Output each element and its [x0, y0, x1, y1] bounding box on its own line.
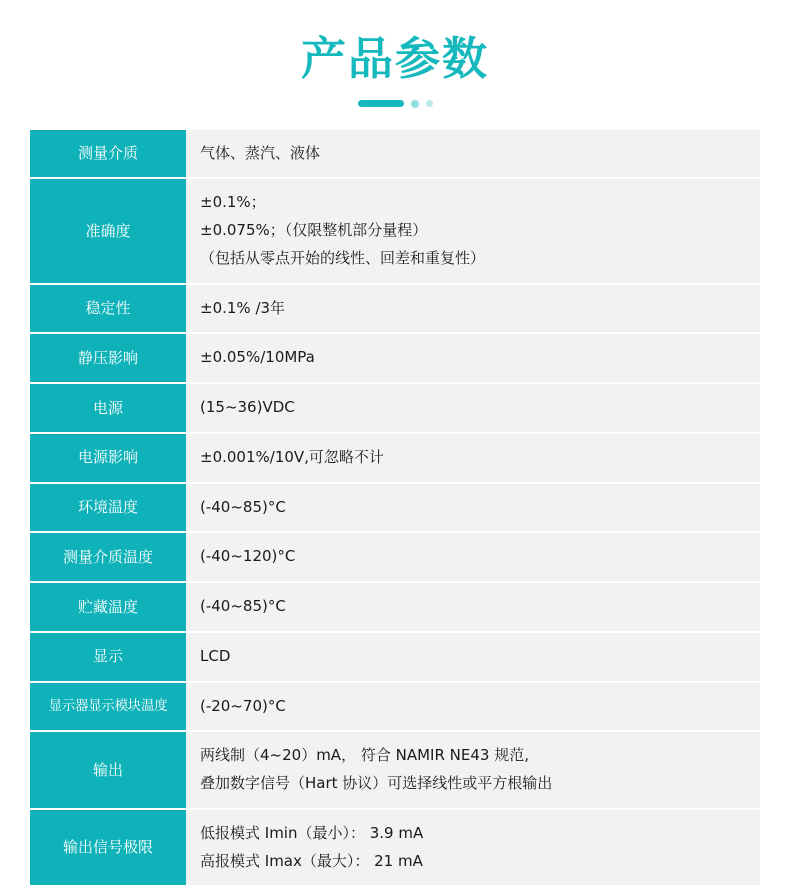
value-line: (15~36)VDC	[200, 394, 760, 422]
value-line: 气体、蒸汽、液体	[200, 140, 760, 168]
table-row	[30, 682, 760, 732]
specifications-table	[30, 130, 760, 887]
table-row	[30, 284, 760, 334]
row-value-power-supply	[186, 383, 760, 433]
row-value-measuring-medium	[186, 130, 760, 179]
decoration-dot-small	[426, 100, 433, 107]
table-row	[30, 483, 760, 533]
value-line: ±0.05%/10MPa	[200, 344, 760, 372]
value-line: (-40~85)°C	[200, 494, 760, 522]
value-line: LCD	[200, 643, 760, 671]
value-line: 叠加数字信号（Hart 协议）可选择线性或平方根输出	[200, 770, 760, 798]
row-value-ambient-temperature	[186, 483, 760, 533]
table-row	[30, 809, 760, 887]
value-line: ±0.1% /3年	[200, 295, 760, 323]
specifications-table-body	[30, 130, 760, 887]
value-line: (-20~70)°C	[200, 693, 760, 721]
row-label-output-signal-limit: 输出信号极限	[30, 809, 186, 887]
row-value-power-supply-effect	[186, 433, 760, 483]
value-line: ±0.1%；	[200, 189, 760, 217]
table-row	[30, 130, 760, 179]
table-row	[30, 178, 760, 283]
row-value-stability	[186, 284, 760, 334]
page-title: 产品参数	[0, 34, 790, 84]
row-value-static-pressure-effect	[186, 333, 760, 383]
row-value-medium-temperature	[186, 532, 760, 582]
table-row	[30, 731, 760, 809]
decoration-dot-large	[411, 100, 419, 108]
row-value-display-module-temperature	[186, 682, 760, 732]
title-decoration	[0, 100, 790, 108]
row-label-static-pressure-effect: 静压影响	[30, 333, 186, 383]
value-line: 两线制（4~20）mA， 符合 NAMIR NE43 规范,	[200, 742, 760, 770]
row-value-storage-temperature	[186, 582, 760, 632]
row-label-display-module-temperature: 显示器显示模块温度	[30, 682, 186, 732]
row-label-medium-temperature: 测量介质温度	[30, 532, 186, 582]
row-value-output	[186, 731, 760, 809]
row-label-display: 显示	[30, 632, 186, 682]
row-label-power-supply: 电源	[30, 383, 186, 433]
value-line: 高报模式 Imax（最大）： 21 mA	[200, 848, 760, 876]
title-block	[0, 0, 790, 108]
value-line: ±0.075%；（仅限整机部分量程）	[200, 217, 760, 245]
table-row	[30, 582, 760, 632]
value-line: （包括从零点开始的线性、回差和重复性）	[200, 245, 760, 273]
table-row	[30, 532, 760, 582]
row-label-output: 输出	[30, 731, 186, 809]
value-line: (-40~120)°C	[200, 543, 760, 571]
table-row	[30, 632, 760, 682]
row-label-measuring-medium: 测量介质	[30, 130, 186, 179]
row-label-power-supply-effect: 电源影响	[30, 433, 186, 483]
table-row	[30, 383, 760, 433]
decoration-bar	[358, 100, 404, 107]
row-label-stability: 稳定性	[30, 284, 186, 334]
row-value-display	[186, 632, 760, 682]
row-value-output-signal-limit	[186, 809, 760, 887]
table-row	[30, 433, 760, 483]
value-line: 低报模式 Imin（最小）： 3.9 mA	[200, 820, 760, 848]
row-value-accuracy	[186, 178, 760, 283]
value-line: (-40~85)°C	[200, 593, 760, 621]
value-line: ±0.001%/10V,可忽略不计	[200, 444, 760, 472]
row-label-storage-temperature: 贮藏温度	[30, 582, 186, 632]
table-row	[30, 333, 760, 383]
row-label-ambient-temperature: 环境温度	[30, 483, 186, 533]
row-label-accuracy: 准确度	[30, 178, 186, 283]
